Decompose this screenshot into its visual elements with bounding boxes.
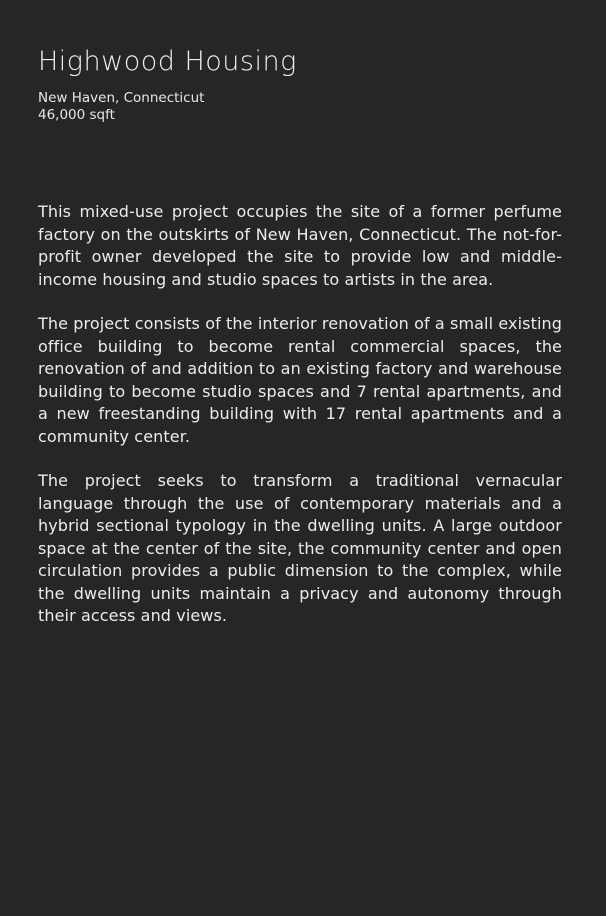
project-description <box>38 201 562 628</box>
page-title: Highwood Housing <box>38 46 297 77</box>
description-paragraph-3: The project seeks to transform a traditional vernacular language through the use of contemporary materials and a hybrid sectional typology in the dwelling units. A large outdoor space at the center of the site, the community center and open circulation provides a public dimension to the complex, while the dwelling units maintain a privacy and autonomy through their access and views. <box>38 471 562 625</box>
description-paragraph-1: This mixed-use project occupies the site of a former perfume factory on the outskirts of New Haven, Connecticut. The not-for-profit owner developed the site to provide low and middle-income housing and studio spaces to artists in the area. <box>38 202 562 289</box>
project-area: 46,000 sqft <box>38 107 115 123</box>
project-location: New Haven, Connecticut <box>38 90 205 106</box>
description-paragraph-2: The project consists of the interior renovation of a small existing office building to become rental commercial spaces, the renovation of and addition to an existing factory and warehouse building to become studio spaces and 7 rental apartments, and a new freestanding building with 17 rental apartments and a community center. <box>38 314 562 446</box>
project-meta <box>38 90 562 124</box>
